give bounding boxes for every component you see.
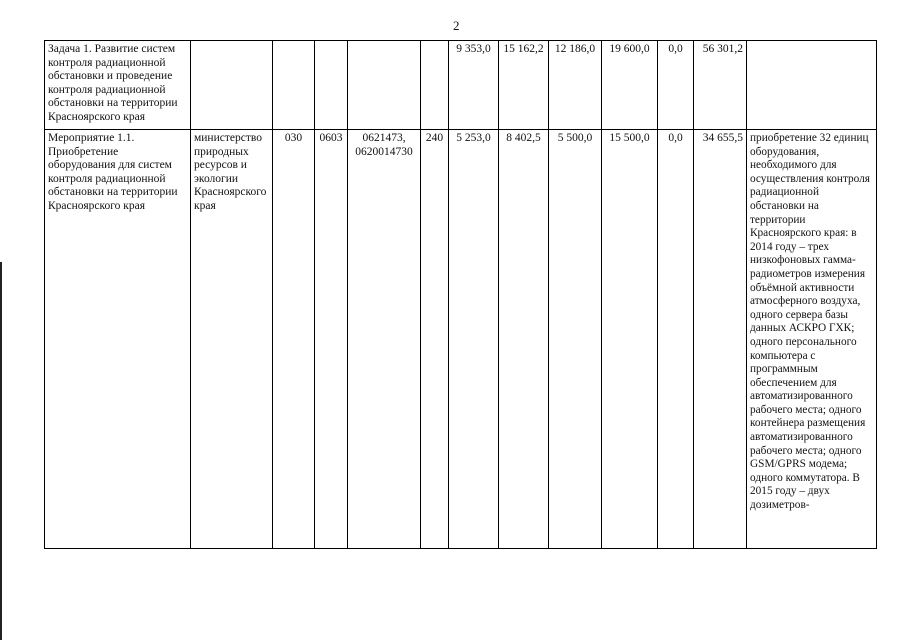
value-total: 34 655,5 [694,130,747,549]
task-name: Задача 1. Развитие систем контроля радиационной обстановки и проведение контроля радиационной обстановки на территории Красноярского края [45,41,191,130]
csr-cell: 0621473, 0620014730 [348,130,421,549]
value-2014: 5 253,0 [449,130,499,549]
executor-cell: министерство природных ресурсов и экологии Красноярского края [191,130,273,549]
value-total: 56 301,2 [694,41,747,130]
grbs-cell: 030 [273,130,315,549]
rzpr-cell [315,41,348,130]
result-cell [747,41,877,130]
csr-cell [348,41,421,130]
grbs-cell [273,41,315,130]
executor-cell [191,41,273,130]
activity-name: Мероприятие 1.1. Приобретение оборудования для систем контроля радиационной обстановки на территории Красноярского края [45,130,191,549]
vr-cell: 240 [421,130,449,549]
table-row [45,130,877,549]
value-2018: 0,0 [658,41,694,130]
value-2016: 5 500,0 [549,130,602,549]
value-2016: 12 186,0 [549,41,602,130]
table-row [45,41,877,130]
value-2015: 15 162,2 [499,41,549,130]
vr-cell [421,41,449,130]
value-2017: 15 500,0 [602,130,658,549]
value-2017: 19 600,0 [602,41,658,130]
value-2018: 0,0 [658,130,694,549]
result-description: приобретение 32 единиц оборудования, необходимого для осуществления контроля радиационной обстановки на территории Красноярского края: в 2014 году – трех низкофоновых гамма-радиометров измерения объёмной активности атмосферного воздуха, одного сервера базы данных АСКРО ГХК; одного персонального компьютера с программным обеспечением для автоматизированного рабочего места; одного контейнера размещения автоматизированного рабочего места; одного GSM/GPRS модема; одного коммутатора. В 2015 году – двух дозиметров- [747,130,877,549]
rzpr-cell: 0603 [315,130,348,549]
page-number: 2 [453,18,460,33]
program-table [44,40,877,549]
value-2015: 8 402,5 [499,130,549,549]
value-2014: 9 353,0 [449,41,499,130]
scan-edge-line [0,262,2,640]
